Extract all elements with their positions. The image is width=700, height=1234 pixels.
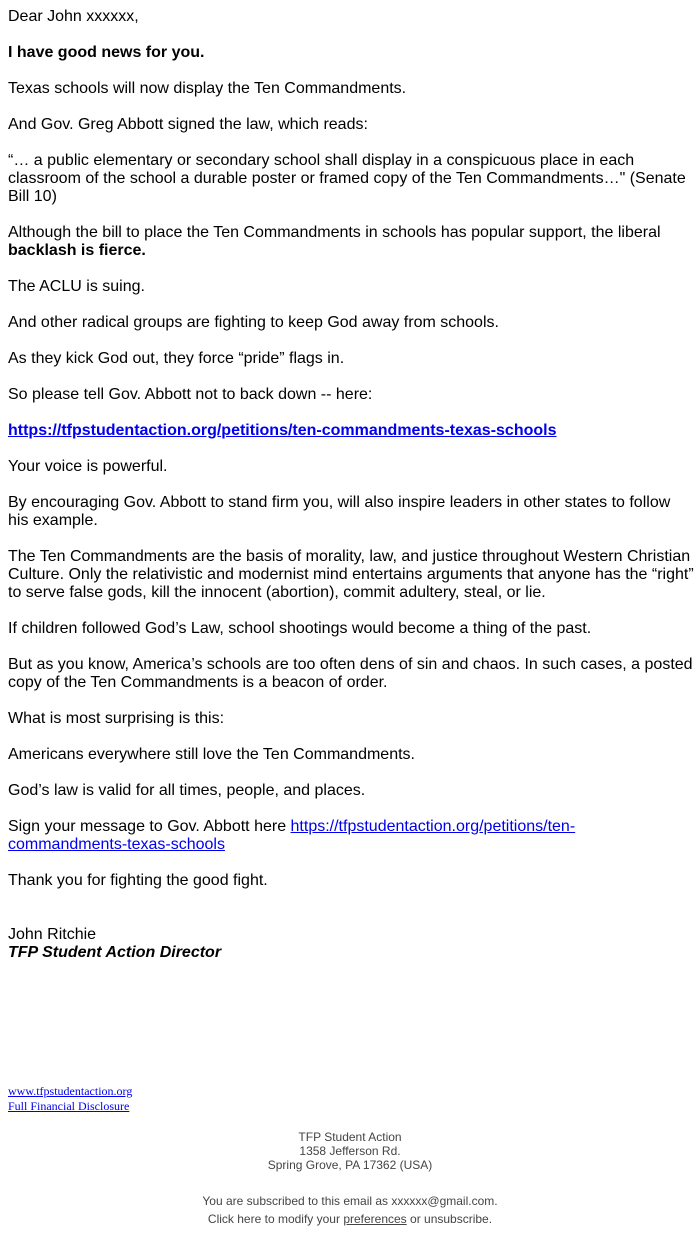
petition-link-paragraph (8, 422, 694, 440)
petition-link[interactable]: https://tfpstudentaction.org/petitions/ten-commandments-texas-schools (8, 422, 557, 439)
modify-after: or unsubscribe. (406, 1212, 493, 1226)
modify-before: Click here to modify your (207, 1212, 344, 1226)
signature-name: John Ritchie (8, 926, 97, 943)
paragraph-5: The ACLU is suing. (8, 278, 145, 295)
paragraph-10: By encouraging Gov. Abbott to stand firm you, will also inspire leaders in other states to follow his example. (8, 494, 671, 529)
subscription-info (0, 1192, 700, 1228)
headline: I have good news for you. (8, 44, 205, 61)
street-address: 1358 Jefferson Rd. (299, 1144, 401, 1158)
city-address: Spring Grove, PA 17362 (USA) (267, 1158, 433, 1172)
paragraph-15: Americans everywhere still love the Ten Commandments. (8, 746, 415, 763)
paragraph-17-text: Sign your message to Gov. Abbott here (8, 818, 291, 835)
signature (8, 926, 694, 962)
paragraph-16: God’s law is valid for all times, people, and places. (8, 782, 366, 799)
financial-disclosure-link[interactable]: Full Financial Disclosure (8, 1099, 130, 1113)
signature-title: TFP Student Action Director (8, 944, 222, 961)
paragraph-14: What is most surprising is this: (8, 710, 225, 727)
paragraph-2: And Gov. Greg Abbott signed the law, which reads: (8, 116, 368, 133)
website-link[interactable]: www.tfpstudentaction.org (8, 1084, 133, 1098)
email-body (8, 8, 694, 962)
paragraph-1: Texas schools will now display the Ten Commandments. (8, 80, 407, 97)
modify-line (0, 1210, 700, 1228)
paragraph-12: If children followed God’s Law, school shootings would become a thing of the past. (8, 620, 592, 637)
paragraph-18: Thank you for fighting the good fight. (8, 872, 268, 889)
paragraph-9: Your voice is powerful. (8, 458, 168, 475)
paragraph-17 (8, 818, 694, 854)
subscribed-notice: You are subscribed to this email as xxxxxx@gmail.com. (202, 1194, 498, 1208)
paragraph-7: As they kick God out, they force “pride” flags in. (8, 350, 345, 367)
paragraph-13: But as you know, America’s schools are too often dens of sin and chaos. In such cases, a posted copy of the Ten Commandments is a beacon of order. (8, 656, 693, 691)
footer-links (8, 1084, 132, 1114)
paragraph-8: So please tell Gov. Abbott not to back down -- here: (8, 386, 373, 403)
greeting: Dear John xxxxxx, (8, 8, 139, 25)
paragraph-11: The Ten Commandments are the basis of morality, law, and justice throughout Western Christian Culture. Only the relativistic and modernist mind entertains arguments that anyone has the “right” to serve false gods, kill the innocent (abortion), commit adultery, steal, or lie. (8, 548, 694, 601)
sign-petition-link[interactable]: https://tfpstudentaction.org/petitions/ten-commandments-texas-schools (8, 818, 576, 853)
org-name: TFP Student Action (298, 1130, 402, 1144)
paragraph-6: And other radical groups are fighting to keep God away from schools. (8, 314, 499, 331)
paragraph-4-text: Although the bill to place the Ten Commandments in schools has popular support, the liberal (8, 224, 661, 241)
paragraph-4 (8, 224, 694, 260)
quote-paragraph: “… a public elementary or secondary school shall display in a conspicuous place in each classroom of the school a durable poster or framed copy of the Ten Commandments…" (Senate Bill 10) (8, 152, 686, 205)
preferences-link[interactable]: preferences (343, 1212, 407, 1226)
footer-address (0, 1130, 700, 1172)
paragraph-4-bold: backlash is fierce. (8, 242, 146, 259)
